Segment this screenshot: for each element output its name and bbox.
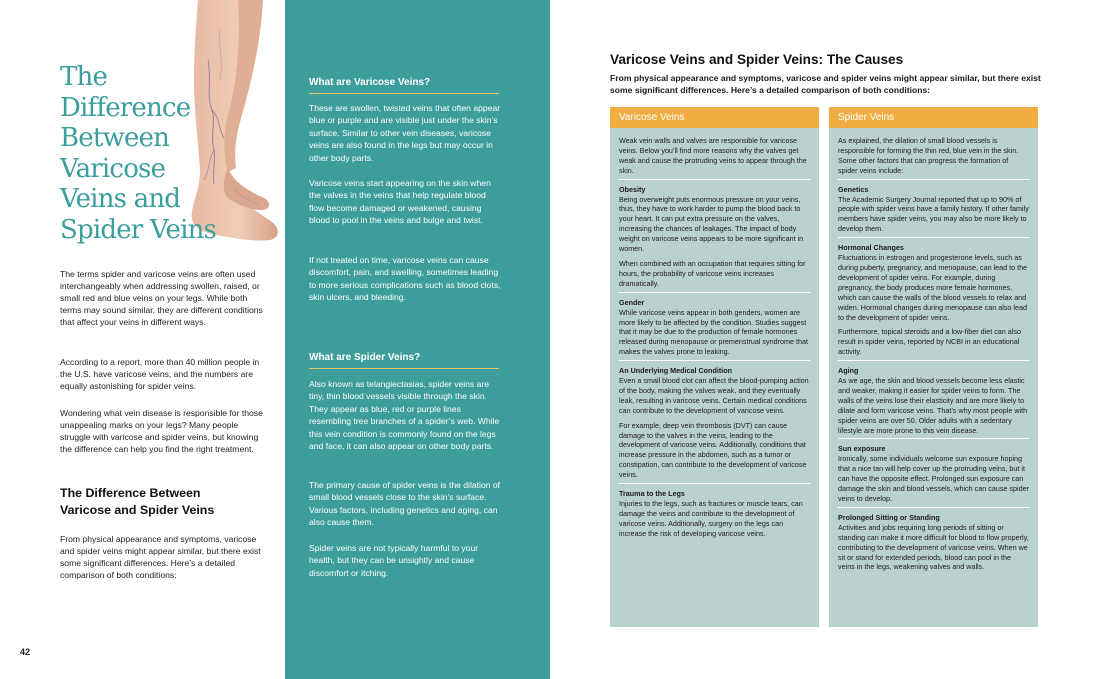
spider-column-header: Spider Veins: [829, 107, 1038, 128]
spider-column-body: [829, 128, 1038, 575]
spider-causes-column: [829, 107, 1038, 627]
main-title-line: Varicose: [60, 153, 166, 184]
cause-intro: As explained, the dilation of small blood vessels is responsible for forming the thin red, blue vein in the skin. Some other factors that can progress the formation of spider veins include:: [838, 136, 1019, 175]
varicose-paragraph: Varicose veins start appearing on the skin when the valves in the veins that help regulate blood flow become damaged or weakened, causing blood to pool in the veins and bulge and twist.: [309, 178, 491, 226]
cause-block: [619, 298, 810, 361]
main-title-line: The: [60, 62, 108, 92]
main-title-line: Difference: [60, 92, 191, 123]
varicose-veins-heading: What are Varicose Veins?: [309, 77, 499, 94]
cause-block: [838, 513, 1029, 575]
cause-title: Hormonal Changes: [838, 243, 904, 253]
cause-block: [619, 489, 810, 542]
cause-title: Gender: [619, 297, 645, 307]
spider-veins-heading: What are Spider Veins?: [309, 352, 499, 369]
varicose-paragraph: If not treated on time, varicose veins can cause discomfort, pain, and swelling, sometimes leading to more serious complications such as blood clots, skin ulcers, and bleeding.: [309, 255, 501, 303]
cause-text: Fluctuations in estrogen and progesterone levels, such as during puberty, pregnancy, and menopause, can lead to the development of spider veins. For example, during pregnancy, the body produces more female hormones, which can cause the walls of the blood vessels to relax and widen. Hormonal changes during menopause can also lead to the development of spider veins.: [838, 253, 1028, 322]
cause-text: For example, deep vein thrombosis (DVT) can cause damage to the valves in the veins, leading to the development of varicose veins. Additionally, conditions that increase pressure in the abdomen, such as a tumor or constipation, can contribute to the development of varicose veins.: [619, 420, 807, 480]
varicose-paragraph: These are swollen, twisted veins that often appear blue or purple and are visible just under the skin’s surface. Similar to other vein diseases, varicose veins are also found in the legs but may occur in other body parts.: [309, 103, 501, 163]
cause-text: Ironically, some individuals welcome sun exposure hoping that a nice tan will help cover up the protruding veins, but it can have the opposite effect. Prolonged sun exposure can damage the skin and blood vessels, which can cause spider veins to develop.: [838, 454, 1029, 503]
subheading-line: The Difference Between: [60, 486, 201, 500]
comparison-intro-paragraph: From physical appearance and symptoms, varicose and spider veins might appear similar, but there exist some significant differences. Here’s a detailed comparison of both conditions:: [60, 534, 261, 581]
cause-title: Prolonged Sitting or Standing: [838, 512, 940, 522]
cause-title: Aging: [838, 366, 859, 376]
cause-text: Activities and jobs requiring long periods of sitting or standing can make it more difficult for blood to flow properly, contributing to the development of varicose veins. When we sit or stand for extended periods, blood can pool in the veins in the legs, weakening valves and walls.: [838, 522, 1029, 572]
subheading-line: Varicose and Spider Veins: [60, 503, 215, 517]
cause-text: Being overweight puts enormous pressure on your veins, thus, they have to work harder to pump the blood back to your heart. It can put extra pressure on the valves, increasing the chances of leakages. The impact of body weight on varicose veins appears to be more significant in women.: [619, 194, 804, 254]
spider-paragraph: The primary cause of spider veins is the dilation of small blood vessels close to the skin’s surface. Various factors, including genetics and aging, can also cause them.: [309, 480, 501, 528]
cause-text: As we age, the skin and blood vessels become less elastic and weaker, making it easier for spider veins to form. The walls of the veins lose their elasticity and are more likely to dilate and form varicose veins. That’s why most people with spider veins are over 50. Older adults with a sedentary lifestyle are more prone to this vein disease.: [838, 376, 1028, 435]
difference-subheading: [60, 485, 280, 519]
cause-text: Even a small blood clot can affect the blood-pumping action of the body, making the valves weak, and they eventually leak, resulting in varicose veins. Certain medical conditions can contribute to the development of varicose veins.: [619, 376, 809, 415]
cause-block: [838, 185, 1029, 239]
cause-title: Obesity: [619, 184, 646, 194]
cause-block: [838, 366, 1029, 439]
causes-intro: From physical appearance and symptoms, varicose and spider veins might appear similar, but there exist some significant differences. Here’s a detailed comparison of both conditions:: [610, 73, 1041, 95]
cause-block: [619, 136, 810, 180]
cause-text: Injuries to the legs, such as fractures or muscle tears, can damage the veins and contribute to the development of varicose veins. Additionally, surgery on the legs can increase the risk of developing varicose veins.: [619, 499, 803, 538]
cause-text: When combined with an occupation that requires sitting for hours, the probability of varicose veins increases dramatically.: [619, 258, 806, 288]
cause-block: [838, 444, 1029, 507]
cause-intro: Weak vein walls and valves are responsible for varicose veins. Below you’ll find more reasons why the valves get weak and cause the protruding veins to appear through the skin.: [619, 136, 807, 175]
cause-block: [838, 136, 1029, 180]
main-title-line: Veins and: [60, 184, 181, 215]
varicose-causes-column: [610, 107, 819, 627]
varicose-column-body: [610, 128, 819, 542]
cause-title: Sun exposure: [838, 444, 886, 454]
cause-title: An Underlying Medical Condition: [619, 366, 733, 376]
cause-block: [619, 185, 810, 293]
teal-sidebar: [285, 0, 550, 679]
cause-text: Furthermore, topical steroids and a low-fiber diet can also result in spider veins, reported by NCBI in an educational activity.: [838, 327, 1021, 357]
intro-paragraph: According to a report, more than 40 million people in the U.S. have varicose veins, and the numbers are equally astonishing for spider veins.: [60, 357, 260, 392]
varicose-column-header: Varicose Veins: [610, 107, 819, 128]
cause-block: [619, 366, 810, 484]
main-title-line: Between: [60, 123, 170, 154]
page-number: 42: [20, 647, 31, 657]
main-title-line: Spider Veins: [60, 214, 217, 245]
cause-title: Genetics: [838, 184, 869, 194]
causes-title: Varicose Veins and Spider Veins: The Causes: [610, 52, 904, 67]
cause-text: The Academic Surgery Journal reported that up to 90% of people with spider veins have a family history. If other family members have spider veins, you may also be more likely to develop them.: [838, 194, 1029, 234]
cause-text: While varicose veins appear in both genders, women are more likely to be affected by the condition. Studies suggest that it may be due to the production of female hormones released during menopause or premenstrual syndrome that makes the valves prone to leaking.: [619, 307, 808, 357]
main-title: [60, 62, 240, 246]
intro-paragraph: Wondering what vein disease is responsible for those unappealing marks on your legs? Many people struggle with varicose and spider veins, but knowing the difference can help you find the right treatment.: [60, 408, 263, 455]
cause-block: [838, 243, 1029, 361]
spider-paragraph: Also known as telangiectasias, spider veins are tiny, thin blood vessels visible through the skin. They appear as blue, red or purple lines resembling tree branches of a spider’s web. While this vein condition is commonly found on the legs and face, it can also appear on other body parts.: [309, 379, 500, 452]
cause-title: Trauma to the Legs: [619, 489, 685, 499]
intro-paragraph: The terms spider and varicose veins are often used interchangeably when addressing swollen, raised, or small red and blue veins on your legs. While both terms may sound similar, they are different conditions that affect your veins in different ways.: [60, 269, 263, 328]
left-column: [0, 0, 285, 679]
spider-paragraph: Spider veins are not typically harmful to your health, but they can be unsightly and cause discomfort or itching.: [309, 543, 479, 578]
